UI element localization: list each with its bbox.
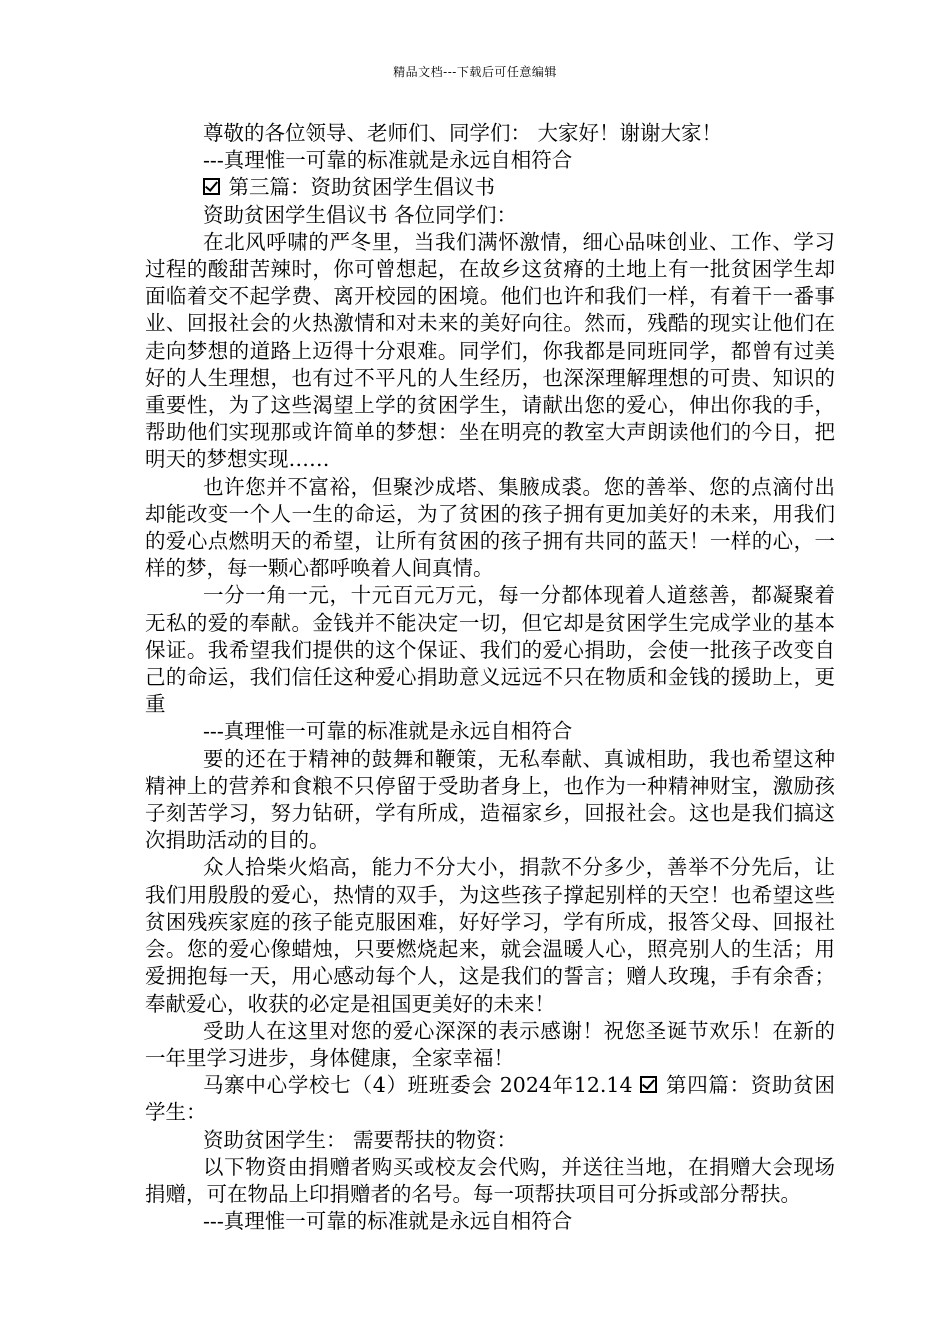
signature-text: 马寨中心学校七（4）班班委会 2024年12.14 bbox=[203, 1073, 633, 1098]
signature-line bbox=[145, 1072, 835, 1126]
salutation-line: 资助贫困学生倡议书 各位同学们： bbox=[203, 202, 518, 227]
section-heading bbox=[145, 174, 835, 201]
document-body bbox=[145, 120, 835, 1235]
page-header: 精品文档---下载后可任意编辑 bbox=[393, 65, 557, 79]
motto-line: ---真理惟一可靠的标准就是永远自相符合 bbox=[203, 1209, 573, 1234]
paragraph: 众人拾柴火焰高，能力不分大小，捐款不分多少，善举不分先后，让我们用殷殷的爱心，热情的双手，为这些孩子撑起别样的天空！也希望这些贫困残疾家庭的孩子能克服困难，好好学习，学有所成，报答父母、回报社会。您的爱心像蜡烛，只要燃烧起来，就会温暖人心，照亮别人的生活；用爱拥抱每一天，用心感动每个人，这是我们的誓言；赠人玫瑰，手有余香；奉献爱心，收获的必定是祖国更美好的未来！ bbox=[145, 855, 835, 1016]
checkbox-icon bbox=[640, 1076, 657, 1093]
paragraph: 要的还在于精神的鼓舞和鞭策，无私奉献、真诚相助，我也希望这种精神上的营养和食粮不只停留于受助者身上，也作为一种精神财宝，激励孩子刻苦学习，努力钻研，学有所成，造福家乡，回报社会。这也是我们搞这次捐助活动的目的。 bbox=[145, 746, 835, 853]
paragraph: 一分一角一元，十元百元万元，每一分都体现着人道慈善，都凝聚着无私的爱的奉献。金钱并不能决定一切，但它却是贫困学生完成学业的基本保证。我希望我们提供的这个保证、我们的爱心捐助，会使一批孩子改变自己的命运，我们信任这种爱心捐助意义远远不只在物质和金钱的援助上，更重 bbox=[145, 583, 835, 717]
paragraph: 以下物资由捐赠者购买或校友会代购，并送往当地，在捐赠大会现场捐赠，可在物品上印捐赠者的名号。每一项帮扶项目可分拆或部分帮扶。 bbox=[145, 1154, 835, 1206]
paragraph: 在北风呼啸的严冬里，当我们满怀激情，细心品味创业、工作、学习过程的酸甜苦辣时，你可曾想起，在故乡这贫瘠的土地上有一批贫困学生却面临着交不起学费、离开校园的困境。他们也许和我们一样，有着干一番事业、回报社会的火热激情和对未来的美好向往。然而，残酷的现实让他们在走向梦想的道路上迈得十分艰难。同学们，你我都是同班同学，都曾有过美好的人生理想，也有过不平凡的人生经历，也深深理解理想的可贵、知识的重要性，为了这些渴望上学的贫困学生，请献出您的爱心，伸出你我的手，帮助他们实现那或许简单的梦想：坐在明亮的教室大声朗读他们的今日，把明天的梦想实现…… bbox=[145, 229, 835, 472]
motto-line: ---真理惟一可靠的标准就是永远自相符合 bbox=[203, 719, 573, 744]
paragraph: 受助人在这里对您的爱心深深的表示感谢！祝您圣诞节欢乐！在新的一年里学习进步，身体健康，全家幸福！ bbox=[145, 1018, 835, 1070]
needs-heading: 资助贫困学生： 需要帮扶的物资： bbox=[203, 1127, 518, 1152]
checkbox-icon bbox=[203, 178, 220, 195]
section-title: 第三篇：资助贫困学生倡议书 bbox=[228, 175, 496, 200]
paragraph: 也许您并不富裕，但聚沙成塔、集腋成裘。您的善举、您的点滴付出却能改变一个人一生的命运，为了贫困的孩子拥有更加美好的未来，用我们的爱心点燃明天的希望，让所有贫困的孩子拥有共同的蓝天！一样的心，一样的梦，每一颗心都呼唤着人间真情。 bbox=[145, 474, 835, 581]
greeting-line: 尊敬的各位领导、老师们、同学们： 大家好！谢谢大家！ bbox=[203, 121, 723, 145]
motto-line: ---真理惟一可靠的标准就是永远自相符合 bbox=[203, 148, 573, 173]
section-title: 第四篇：资助贫困学生： bbox=[145, 1073, 835, 1125]
